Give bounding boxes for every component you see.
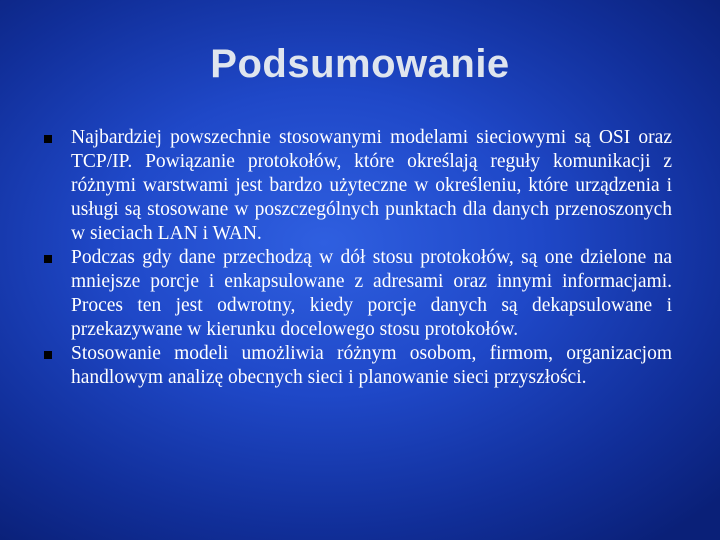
square-bullet-icon [44, 255, 52, 263]
bullet-text: Podczas gdy dane przechodzą w dół stosu protokołów, są one dzielone na mniejsze porcje i enkapsulowane z adresami oraz innymi informacjami. Proces ten jest odwrotny, kiedy porcje danych są dekapsulowane i przekazywane w kierunku docelowego stosu protokołów. [71, 247, 672, 340]
square-bullet-icon [44, 135, 52, 143]
square-bullet-icon [44, 351, 52, 359]
bullet-text: Stosowanie modeli umożliwia różnym osobom, firmom, organizacjom handlowym analizę obecnych sieci i planowanie sieci przyszłości. [71, 343, 672, 388]
bullet-list [44, 126, 672, 390]
bullet-item [44, 342, 672, 390]
bullet-item [44, 126, 672, 246]
slide-title: Podsumowanie [210, 42, 510, 86]
bullet-text: Najbardziej powszechnie stosowanymi modelami sieciowymi są OSI oraz TCP/IP. Powiązanie protokołów, które określają reguły komunikacji z różnymi warstwami jest bardzo użyteczne w określeniu, które urządzenia i usługi są stosowane w poszczególnych punktach dla danych przenoszonych w sieciach LAN i WAN. [71, 127, 672, 244]
bullet-item [44, 246, 672, 342]
